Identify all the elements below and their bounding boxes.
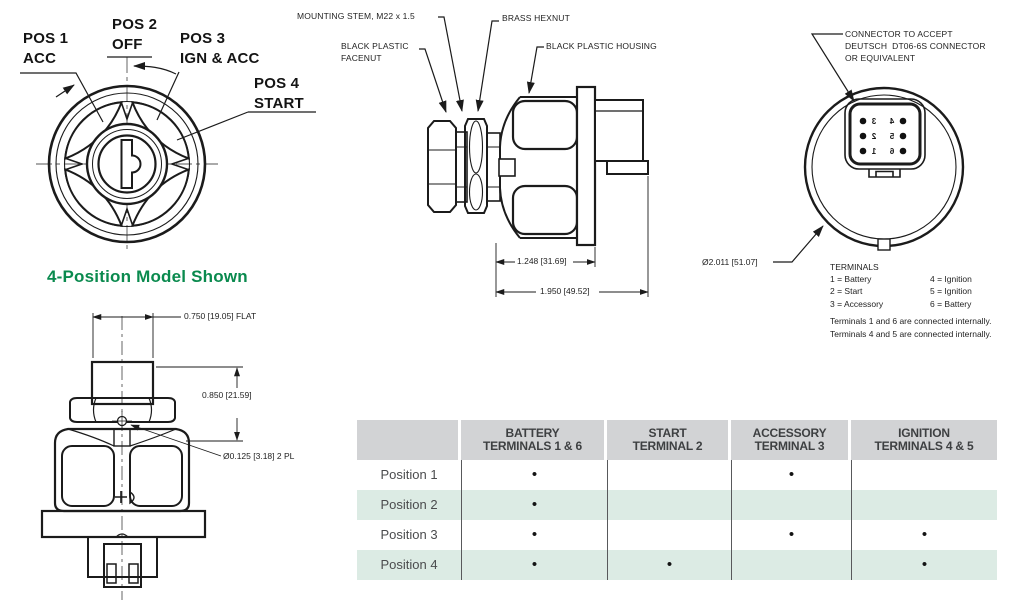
cell-battery: •	[461, 520, 607, 550]
row-label: Position 3	[380, 527, 438, 542]
inner-width-dimension: 1.248 [31.69]	[517, 256, 567, 266]
bottom-view-drawing	[42, 313, 243, 600]
model-caption: 4-Position Model Shown	[47, 267, 248, 286]
cell-battery: •	[461, 490, 607, 520]
cell-accessory: •	[731, 520, 851, 550]
cell-ignition: •	[851, 550, 997, 580]
pos4-label: POS 4 START	[254, 75, 304, 112]
facenut-callout: BLACK PLASTIC FACENUT	[341, 41, 409, 63]
terminals-title: TERMINALS	[830, 262, 879, 272]
row-label: Position 1	[380, 467, 438, 482]
mounting-stem-callout: MOUNTING STEM, M22 x 1.5	[297, 11, 415, 21]
pos3-label: POS 3 IGN & ACC	[180, 30, 260, 67]
flange-plate	[42, 511, 205, 537]
cell-accessory	[731, 550, 851, 580]
table-header-battery: BATTERY TERMINALS 1 & 6	[461, 420, 607, 460]
svg-text:6: 6	[889, 147, 895, 156]
cell-start	[607, 460, 731, 490]
cell-ignition	[851, 490, 997, 520]
table-header-accessory: ACCESSORY TERMINAL 3	[731, 420, 851, 460]
table-row-position-1	[357, 460, 997, 490]
svg-text:3: 3	[871, 117, 877, 126]
rear-view-drawing	[773, 34, 963, 262]
cell-battery: •	[461, 460, 607, 490]
connector-pins	[860, 118, 907, 155]
side-view-drawing	[419, 17, 648, 297]
pos1-label: POS 1 ACC	[23, 30, 69, 67]
bottom-dimension-lines	[93, 313, 243, 456]
overall-width-dimension: 1.950 [49.52]	[540, 286, 590, 296]
cell-accessory: •	[731, 460, 851, 490]
terminal-notes: Terminals 1 and 6 are connected internally. Terminals 4 and 5 are connected internally.	[830, 316, 992, 339]
cell-battery: •	[461, 550, 607, 580]
svg-text:2: 2	[871, 132, 877, 141]
svg-text:4: 4	[889, 117, 895, 126]
hole-dimension: Ø0.125 [3.18] 2 PL	[223, 451, 295, 461]
row-label: Position 4	[380, 557, 438, 572]
table-header-start: START TERMINAL 2	[607, 420, 731, 460]
table-row-position-3	[357, 520, 997, 550]
facenut-outline	[428, 121, 456, 212]
hexnut-outline	[465, 119, 487, 213]
flat-dimension: 0.750 [19.05] FLAT	[184, 311, 257, 321]
svg-text:5: 5	[889, 132, 895, 141]
row-label: Position 2	[380, 497, 438, 512]
table-header-ignition: IGNITION TERMINALS 4 & 5	[851, 420, 997, 460]
cell-accessory	[731, 490, 851, 520]
pin-numbers	[871, 117, 894, 156]
housing-callout: BLACK PLASTIC HOUSING	[546, 41, 657, 51]
mounting-plate	[577, 87, 595, 245]
connector-callout: CONNECTOR TO ACCEPT DEUTSCH DT06-6S CONNECTOR OR EQUIVALENT	[845, 29, 986, 63]
svg-text:1: 1	[871, 147, 877, 156]
table-row-position-2	[357, 490, 997, 520]
diameter-dimension: Ø2.011 [51.07]	[702, 257, 758, 267]
position-terminal-table	[357, 420, 997, 580]
cell-start	[607, 490, 731, 520]
pos2-label: POS 2 OFF	[112, 16, 158, 53]
cell-ignition: •	[851, 520, 997, 550]
table-row-position-4	[357, 550, 997, 580]
rear-connector-block	[595, 100, 643, 161]
height-dimension: 0.850 [21.59]	[202, 390, 252, 400]
terminals-left-list: 1 = Battery 2 = Start 3 = Accessory	[830, 274, 884, 309]
terminals-right-list: 4 = Ignition 5 = Ignition 6 = Battery	[930, 274, 972, 309]
cell-start: •	[607, 550, 731, 580]
table-header-empty	[357, 420, 461, 460]
cell-start	[607, 520, 731, 550]
table-header-row	[357, 420, 997, 460]
cell-ignition	[851, 460, 997, 490]
brass-hexnut-callout: BRASS HEXNUT	[502, 13, 570, 23]
